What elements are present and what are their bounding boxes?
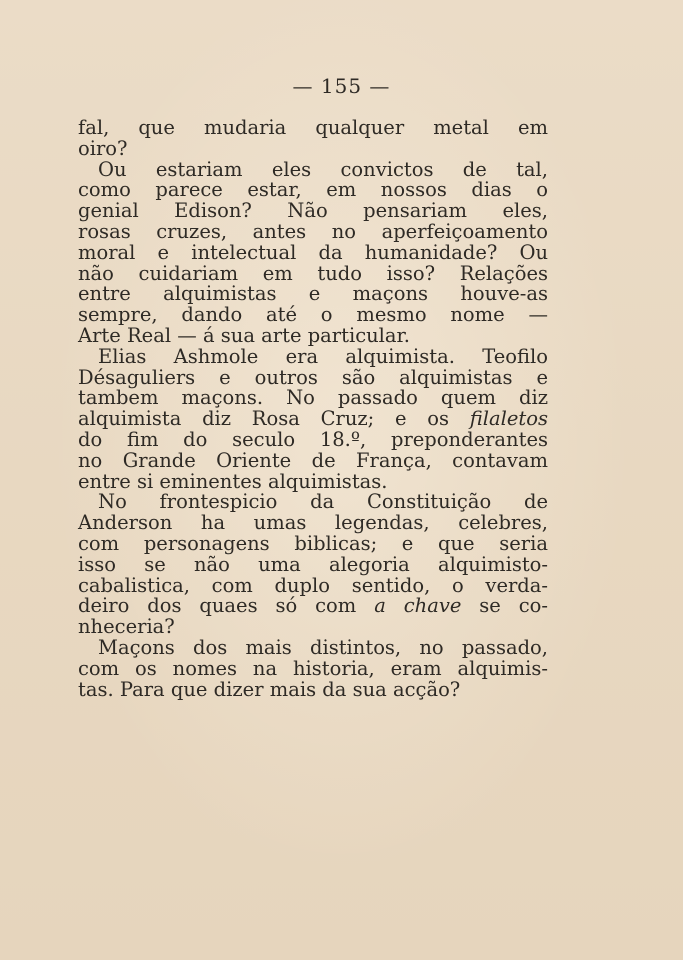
text-line: entre alquimistas e maçons houve-as [78, 282, 548, 306]
text-line: com personagens biblicas; e que seria [78, 531, 548, 555]
text-line-with-italic: deiro dos quaes só com a chave se co- [78, 594, 548, 618]
text-line: no Grande Oriente de França, contavam [78, 448, 548, 472]
text-line: com os nomes na historia, eram alquimis- [78, 656, 548, 680]
text-line: tas. Para que dizer mais da sua acção? [78, 677, 461, 701]
text-line: oiro? [78, 136, 128, 160]
text-line: como parece estar, em nossos dias o [78, 178, 548, 202]
text-line: No frontespicio da Constituição de [98, 490, 548, 514]
text-line: nheceria? [78, 615, 175, 639]
italic-term: a chave [374, 594, 462, 618]
text-line: genial Edison? Não pensariam eles, [78, 199, 548, 223]
text-line: do fim do seculo 18.º, preponderantes [78, 427, 548, 451]
text-line: isso se não uma alegoria alquimisto- [78, 552, 548, 576]
text-line: Anderson ha umas legendas, celebres, [78, 511, 548, 535]
body-text [78, 118, 548, 700]
text-line-with-italic: alquimista diz Rosa Cruz; e os filaletos [78, 407, 548, 431]
text-line: não cuidariam em tudo isso? Relações [78, 261, 548, 285]
text-line: Elias Ashmole era alquimista. Teofilo [98, 344, 548, 368]
text-line: Maçons dos mais distintos, no passado, [98, 635, 548, 659]
text-line: moral e intelectual da humanidade? Ou [78, 240, 548, 264]
text-line: cabalistica, com duplo sentido, o verda- [78, 573, 548, 597]
text-line: rosas cruzes, antes no aperfeiçoamento [78, 219, 548, 243]
text-line: entre si eminentes alquimistas. [78, 469, 388, 493]
italic-term: filaletos [469, 407, 548, 431]
text-line: Désaguliers e outros são alquimistas e [78, 365, 548, 389]
page-number: — 155 — [292, 74, 391, 98]
text-line: sempre, dando até o mesmo nome — [78, 303, 548, 327]
text-line: Ou estariam eles convictos de tal, [98, 157, 548, 181]
text-line: fal, que mudaria qualquer metal em [78, 116, 548, 139]
text-line: Arte Real — á sua arte particular. [78, 323, 410, 347]
text-line: tambem maçons. No passado quem diz [78, 386, 548, 410]
